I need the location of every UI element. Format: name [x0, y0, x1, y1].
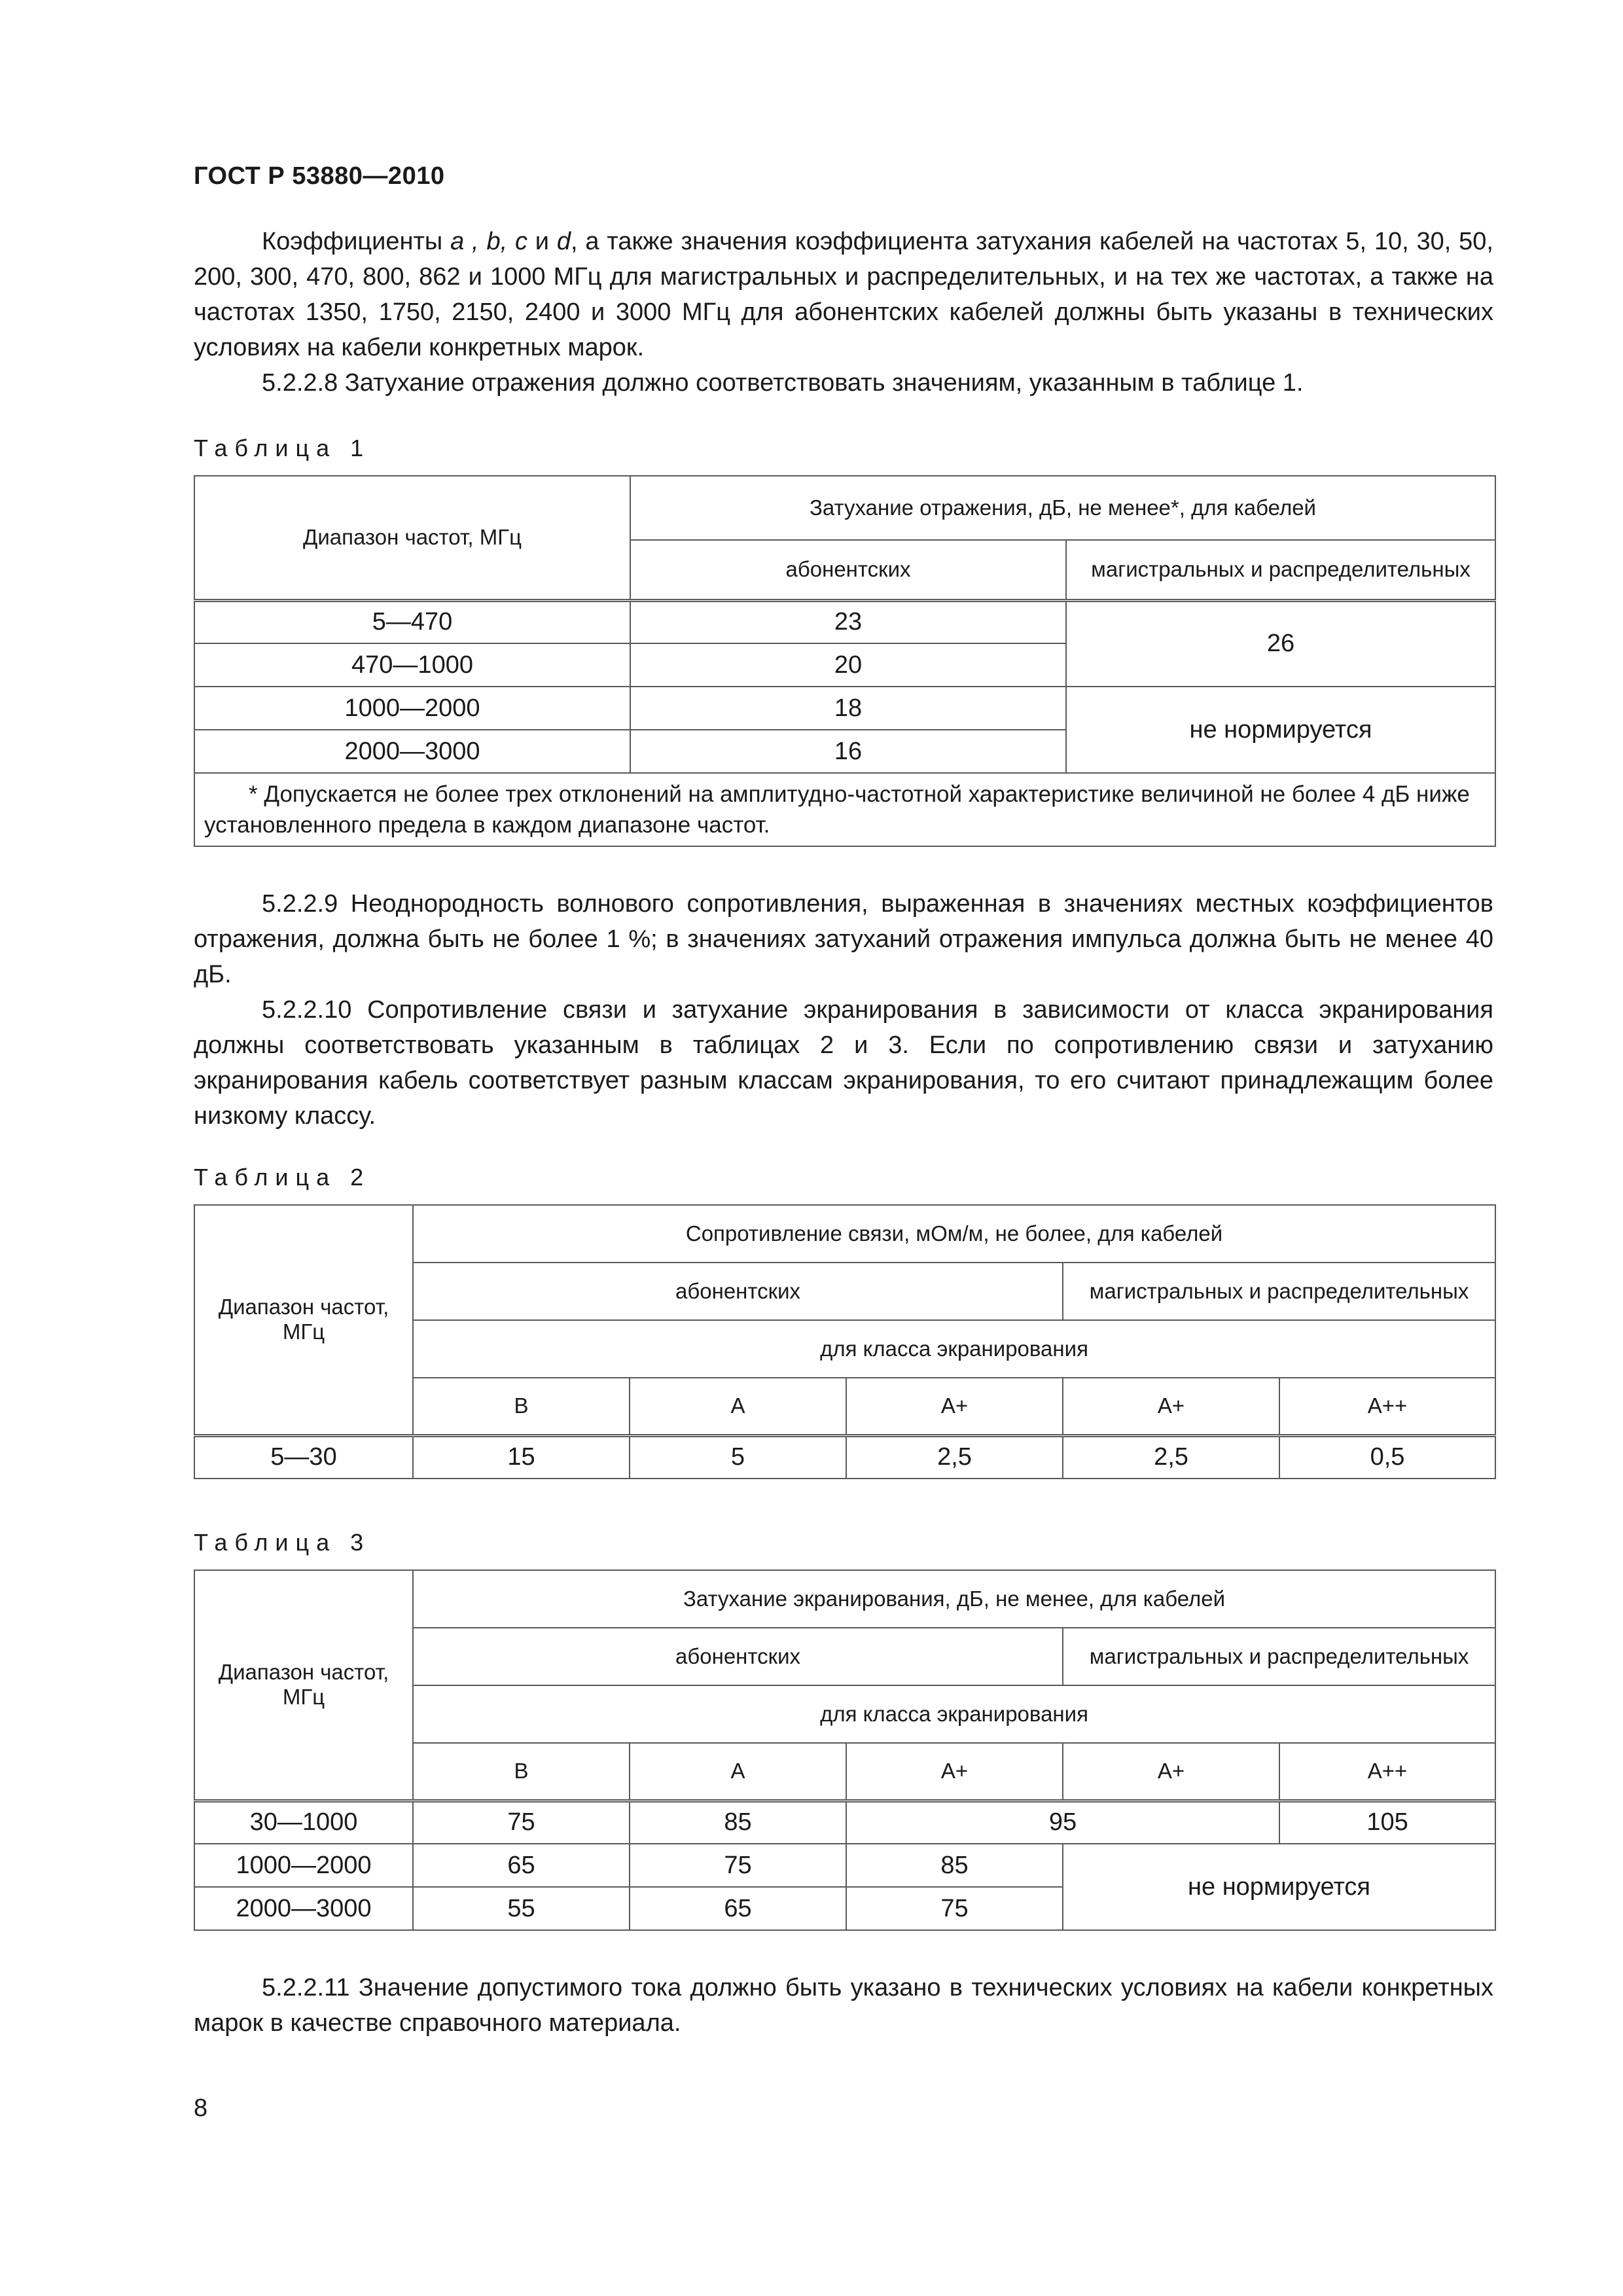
variable-name: d	[556, 228, 571, 255]
table-cell-merged: 26	[1066, 600, 1495, 687]
table-cell: 75	[846, 1887, 1063, 1930]
table-1-group-header: Затухание отражения, дБ, не менее*, для кабелей	[630, 476, 1495, 540]
table-3	[194, 1570, 1496, 1931]
class-label: A+	[846, 1743, 1063, 1801]
table-cell: 85	[846, 1844, 1063, 1887]
table-3-col-subscriber: абонентских	[413, 1628, 1063, 1685]
table-cell: 2000—3000	[194, 1887, 413, 1930]
paragraph-text: и	[527, 228, 557, 255]
table-2-class-header: для класса экранирования	[413, 1320, 1495, 1378]
class-label: B	[413, 1743, 630, 1801]
paragraph-coefficients	[194, 224, 1493, 365]
paragraph-5-2-2-10: 5.2.2.10 Сопротивление связи и затухание экранирования в зависимости от класса экранирования должны соответствовать указанным в таблицах 2 и 3. Если по сопротивлению связи и затуханию экранирования кабель соответствует разным классам экранирования, то его считают принадлежащим более низкому классу.	[194, 996, 1493, 1130]
table-3-caption: Таблица 3	[194, 1529, 371, 1556]
table-cell: 2000—3000	[194, 730, 630, 773]
table-cell: 18	[630, 687, 1066, 730]
table-row	[194, 600, 1495, 643]
table-2-group-header: Сопротивление связи, мОм/м, не более, для кабелей	[413, 1205, 1495, 1263]
class-label: A+	[1063, 1378, 1279, 1435]
table-cell-merged: не нормируется	[1063, 1844, 1495, 1930]
table-cell: 2,5	[1063, 1435, 1279, 1479]
table-row	[194, 1435, 1495, 1479]
table-cell: 2,5	[846, 1435, 1063, 1479]
class-label: A++	[1279, 1378, 1495, 1435]
table-cell: 105	[1279, 1801, 1495, 1844]
paragraph-text: Коэффициенты	[262, 228, 451, 255]
table-1	[194, 475, 1496, 847]
table-cell: 15	[413, 1435, 630, 1479]
table-1-caption: Таблица 1	[194, 435, 371, 461]
variable-names: a , b, c	[450, 228, 527, 255]
class-label: B	[413, 1378, 630, 1435]
table-cell: 5—470	[194, 600, 630, 643]
class-label: A+	[1063, 1743, 1279, 1801]
table-1-freq-header: Диапазон частот, МГц	[194, 476, 630, 600]
table-cell: 5	[630, 1435, 846, 1479]
paragraph-5-2-2-9: 5.2.2.9 Неоднородность волнового сопротивления, выраженная в значениях местных коэффициентов отражения, должна быть не более 1 %; в значениях затуханий отражения импульса должна быть не менее 40 дБ.	[194, 890, 1493, 988]
table-3-class-header: для класса экранирования	[413, 1685, 1495, 1743]
table-1-footnote: * Допускается не более трех отклонений на амплитудно-частотной характеристике величиной не более 4 дБ ниже установленного предела в каждом диапазоне частот.	[194, 773, 1495, 846]
table-cell: 5—30	[194, 1435, 413, 1479]
table-cell: 16	[630, 730, 1066, 773]
table-1-col-main: магистральных и распределительных	[1066, 540, 1495, 600]
table-row	[194, 687, 1495, 730]
table-cell: 65	[630, 1887, 846, 1930]
table-1-col-subscriber: абонентских	[630, 540, 1066, 600]
page-number: 8	[194, 2094, 208, 2122]
table-row	[194, 1801, 1495, 1844]
table-cell: 55	[413, 1887, 630, 1930]
document-header: ГОСТ Р 53880—2010	[194, 162, 445, 190]
class-label: A	[630, 1378, 846, 1435]
table-3-freq-header: Диапазон частот, МГц	[194, 1570, 413, 1801]
paragraph-5-2-2-11: 5.2.2.11 Значение допустимого тока должно быть указано в технических условиях на кабели конкретных марок в качестве справочного материала.	[194, 1974, 1493, 2037]
table-cell: 75	[413, 1801, 630, 1844]
table-cell: 65	[413, 1844, 630, 1887]
table-cell-merged: не нормируется	[1066, 687, 1495, 773]
table-cell: 20	[630, 643, 1066, 687]
class-label: A	[630, 1743, 846, 1801]
class-label: A++	[1279, 1743, 1495, 1801]
table-3-col-main: магистральных и распределительных	[1063, 1628, 1495, 1685]
table-2-freq-header: Диапазон частот, МГц	[194, 1205, 413, 1435]
table-2-caption: Таблица 2	[194, 1164, 371, 1191]
table-cell: 23	[630, 600, 1066, 643]
table-cell: 75	[630, 1844, 846, 1887]
paragraph-text: , а также значения коэффициента затухания кабелей на частотах 5, 10, 30, 50, 200, 300, 470, 800, 862 и 1000 МГц для магистральных и распределительных, и на тех же частотах, а также на частотах 1350, 1750, 2150, 2400 и 3000 МГц для абонентских кабелей должны быть указаны в технических условиях на кабели конкретных марок.	[194, 228, 1493, 361]
table-cell: 30—1000	[194, 1801, 413, 1844]
table-2-col-main: магистральных и распределительных	[1063, 1263, 1495, 1320]
table-cell-merged: 95	[846, 1801, 1279, 1844]
table-2	[194, 1204, 1496, 1479]
paragraph-5-2-2-8: 5.2.2.8 Затухание отражения должно соответствовать значениям, указанным в таблице 1.	[262, 369, 1304, 397]
table-cell: 0,5	[1279, 1435, 1495, 1479]
table-2-col-subscriber: абонентских	[413, 1263, 1063, 1320]
table-cell: 470—1000	[194, 643, 630, 687]
table-row	[194, 1844, 1495, 1887]
table-cell: 85	[630, 1801, 846, 1844]
table-cell: 1000—2000	[194, 1844, 413, 1887]
table-cell: 1000—2000	[194, 687, 630, 730]
class-label: A+	[846, 1378, 1063, 1435]
table-3-group-header: Затухание экранирования, дБ, не менее, для кабелей	[413, 1570, 1495, 1628]
